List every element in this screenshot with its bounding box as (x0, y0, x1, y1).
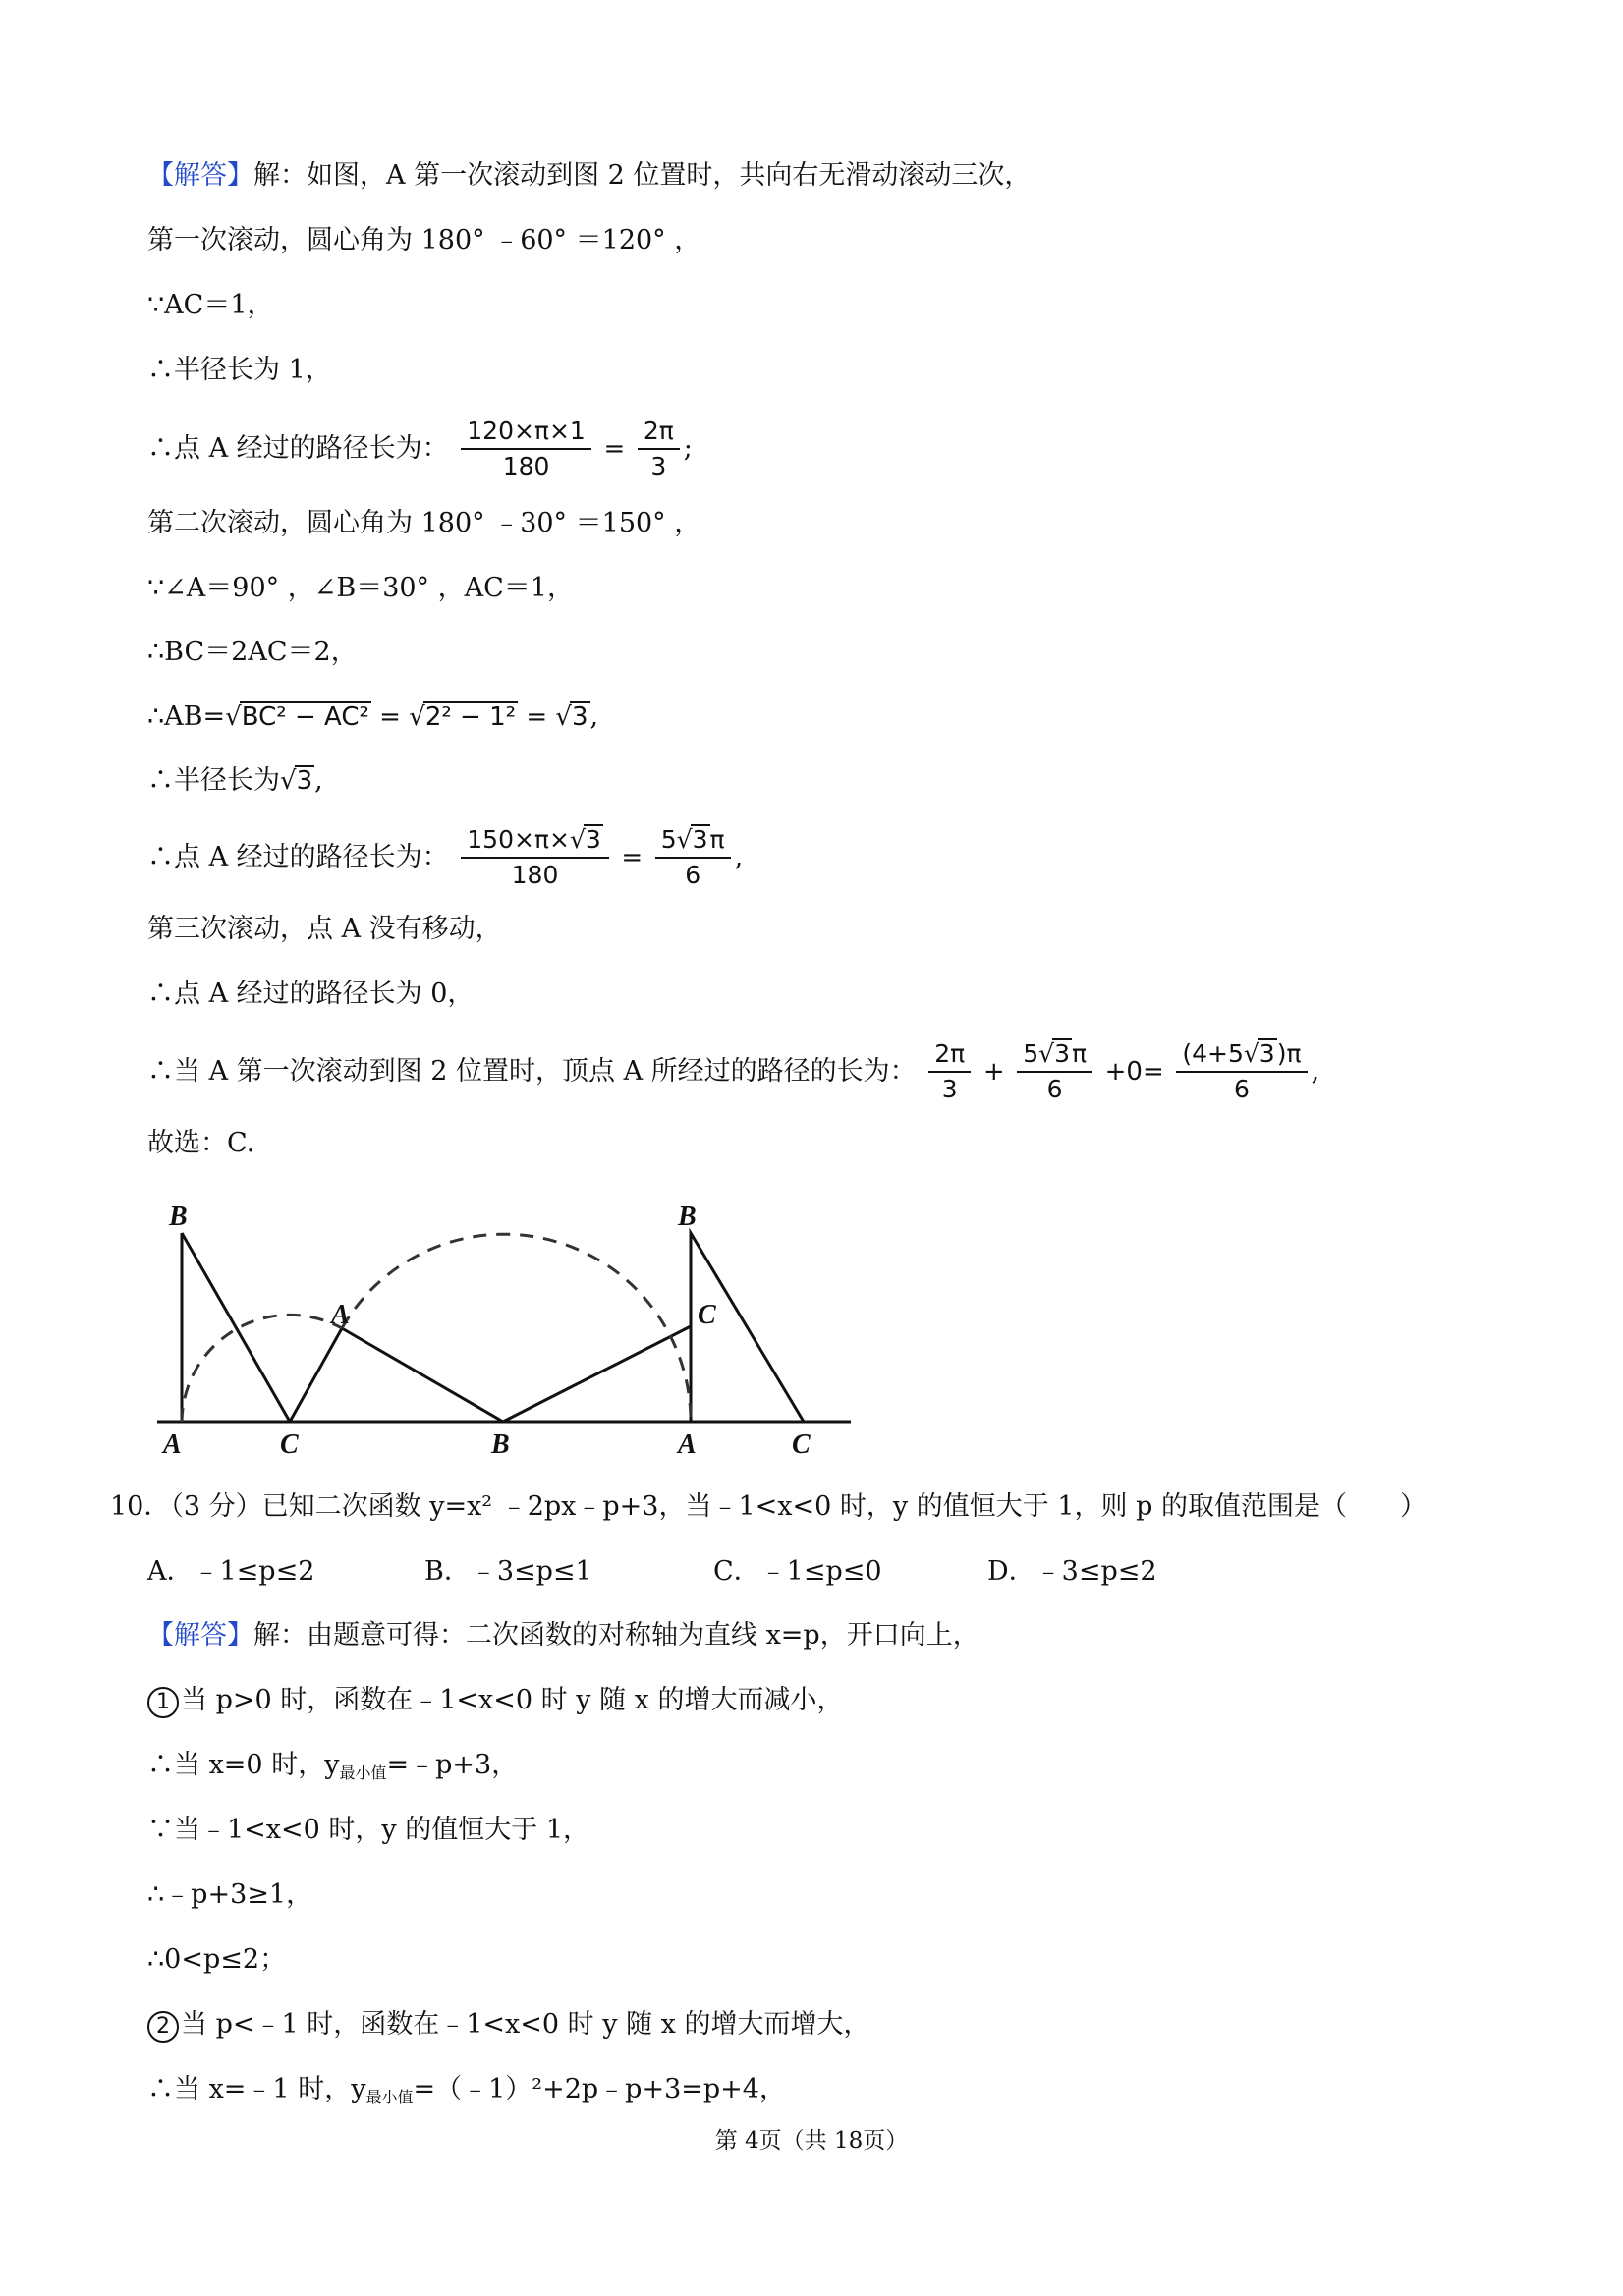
label-b-2: B (491, 1429, 510, 1459)
solution-10-line-1 (147, 1619, 979, 1652)
text: , (1311, 1056, 1320, 1087)
solution-10-line-4: ∵当﹣1<x<0 时，y 的值恒大于 1， (147, 1815, 590, 1845)
plus: + (982, 1057, 1005, 1087)
solution-9-line-13: ∴点 A 经过的路径长为 0， (147, 979, 475, 1009)
text: 150×π× (467, 825, 570, 854)
denominator: 6 (1233, 1075, 1250, 1103)
text: 解：由题意可得：二次函数的对称轴为直线 x=p，开口向上， (253, 1620, 979, 1651)
page-footer: 第 4页（共 18页） (714, 2128, 909, 2154)
fraction (638, 415, 680, 483)
circled-number-1: 1 (147, 1687, 179, 1718)
label-a-2: A (331, 1300, 350, 1330)
option-c: C．﹣1≤p≤0 (713, 1556, 882, 1587)
solution-9-line-10 (147, 764, 323, 798)
sqrt-sign: √ (676, 825, 693, 854)
label-a-3: A (678, 1429, 697, 1459)
arc-first-roll (182, 1315, 342, 1422)
answer-tag: 【解答】 (147, 1620, 253, 1651)
fraction (1017, 1037, 1092, 1106)
solution-9-line-3: ∵AC＝1， (147, 290, 274, 320)
equals: = (621, 843, 644, 872)
fraction (655, 823, 731, 892)
text: ∴当 x=﹣1 时，y (147, 2074, 366, 2104)
solution-9-line-1 (147, 159, 1031, 193)
solution-9-line-8: ∴BC＝2AC＝2， (147, 637, 358, 667)
text: , (589, 701, 599, 732)
solution-10-line-3 (147, 1749, 518, 1790)
solution-9-line-6: 第二次滚动，圆心角为 180° ﹣30° ＝150° ， (147, 508, 701, 538)
option-b: B．﹣3≤p≤1 (424, 1556, 592, 1587)
label-c-2: C (698, 1300, 716, 1330)
text: 5 (1023, 1039, 1039, 1068)
solution-9-line-15: 故选：C. (147, 1128, 255, 1158)
solution-9-line-14 (147, 1037, 1319, 1106)
text: 当 p>0 时，函数在﹣1<x<0 时 y 随 x 的增大而减小， (181, 1685, 844, 1715)
radicand: 3 (692, 825, 708, 854)
subscript: 最小值 (365, 2088, 414, 2106)
radicand: 3 (1259, 1039, 1275, 1068)
solution-9-line-11 (147, 823, 743, 892)
numerator (1176, 1037, 1307, 1073)
solution-9-line-4: ∴半径长为 1， (147, 355, 332, 385)
numerator (655, 823, 731, 859)
solution-10-line-8 (147, 2073, 786, 2114)
question-10-stem: 10．（3 分）已知二次函数 y=x² ﹣2px﹣p+3，当﹣1<x<0 时，y 的值恒大于 1，则 p 的取值范围是（ ） (110, 1491, 1427, 1522)
text: ∴点 A 经过的路径长为： (147, 842, 449, 872)
radicand: 2² − 1² (424, 702, 517, 732)
sqrt-sign: √ (1243, 1039, 1259, 1068)
text: (4+5 (1182, 1039, 1244, 1068)
solution-9-line-7: ∵∠A＝90° ，∠B＝30° ，AC＝1， (147, 573, 574, 603)
subscript: 最小值 (339, 1764, 387, 1782)
numerator (1017, 1037, 1092, 1073)
text: 解：如图，A 第一次滚动到图 2 位置时，共向右无滑动滚动三次， (253, 160, 1032, 191)
sqrt-sign: √ (1038, 1039, 1055, 1068)
radicand: 3 (585, 825, 601, 854)
text: , (314, 765, 323, 796)
triangle-middle (290, 1328, 503, 1422)
text: , (734, 842, 744, 872)
text: =﹣p+3， (386, 1750, 519, 1780)
sqrt-sign: √ (409, 702, 425, 732)
option-a: A．﹣1≤p≤2 (147, 1556, 315, 1587)
answer-tag: 【解答】 (147, 160, 253, 191)
fraction (461, 823, 609, 892)
fraction (928, 1037, 971, 1106)
text: ∴AB= (147, 701, 226, 732)
text: 5 (660, 825, 677, 854)
sqrt-sign: √ (225, 702, 242, 732)
denominator: 180 (502, 452, 550, 480)
equals: = (518, 702, 556, 732)
segment-b-a (503, 1326, 691, 1422)
equals: = (370, 702, 410, 732)
text: ∴半径长为 (147, 765, 280, 796)
text: π (1071, 1039, 1088, 1068)
radicand: BC² − AC² (241, 702, 369, 732)
fraction (461, 415, 591, 483)
label-a-1: A (163, 1429, 182, 1459)
text: ∴当 x=0 时，y (147, 1750, 340, 1780)
label-c-3: C (792, 1429, 811, 1459)
numerator (461, 823, 609, 859)
numerator: 2π (928, 1037, 971, 1073)
numerator: 120×π×1 (461, 415, 591, 450)
fraction (1176, 1037, 1307, 1106)
solution-9-line-5 (147, 415, 693, 483)
text: ; (683, 433, 693, 464)
denominator: 6 (1046, 1075, 1063, 1103)
sqrt-sign: √ (569, 825, 586, 854)
radicand: 3 (1054, 1039, 1070, 1068)
text: =（﹣1）²+2p﹣p+3=p+4， (413, 2074, 786, 2104)
label-b-3: B (678, 1202, 697, 1232)
text: 当 p<﹣1 时，函数在﹣1<x<0 时 y 随 x 的增大而增大， (181, 2009, 870, 2040)
rolling-triangle-figure (157, 1194, 865, 1459)
equals: = (603, 434, 626, 464)
numerator: 2π (638, 415, 680, 450)
label-b-1: B (169, 1202, 188, 1232)
solution-10-line-5: ∴﹣p+3≥1， (147, 1879, 313, 1910)
sqrt-sign: √ (555, 702, 572, 732)
circled-number-2: 2 (147, 2011, 179, 2043)
radicand: 3 (296, 766, 313, 796)
solution-9-line-2: 第一次滚动，圆心角为 180° ﹣60° ＝120° ， (147, 225, 701, 255)
solution-10-line-2 (147, 1684, 843, 1718)
solution-9-line-9 (147, 700, 598, 734)
sqrt-sign: √ (280, 766, 297, 796)
text: +0= (1104, 1057, 1164, 1087)
triangle-start (182, 1233, 290, 1422)
text: ∴点 A 经过的路径长为： (147, 433, 449, 464)
solution-9-line-12: 第三次滚动，点 A 没有移动， (147, 914, 502, 944)
arc-second-roll (342, 1234, 691, 1422)
text: ∴当 A 第一次滚动到图 2 位置时，顶点 A 所经过的路径的长为： (147, 1056, 917, 1087)
option-d: D．﹣3≤p≤2 (987, 1556, 1157, 1587)
solution-10-line-7 (147, 2008, 869, 2043)
text: π (709, 825, 725, 854)
denominator: 180 (511, 861, 559, 889)
denominator: 3 (941, 1075, 958, 1103)
denominator: 3 (650, 452, 667, 480)
label-c-1: C (280, 1429, 299, 1459)
radicand: 3 (571, 702, 588, 732)
denominator: 6 (685, 861, 701, 889)
solution-10-line-6: ∴0<p≤2； (147, 1944, 287, 1975)
text: )π (1276, 1039, 1302, 1068)
